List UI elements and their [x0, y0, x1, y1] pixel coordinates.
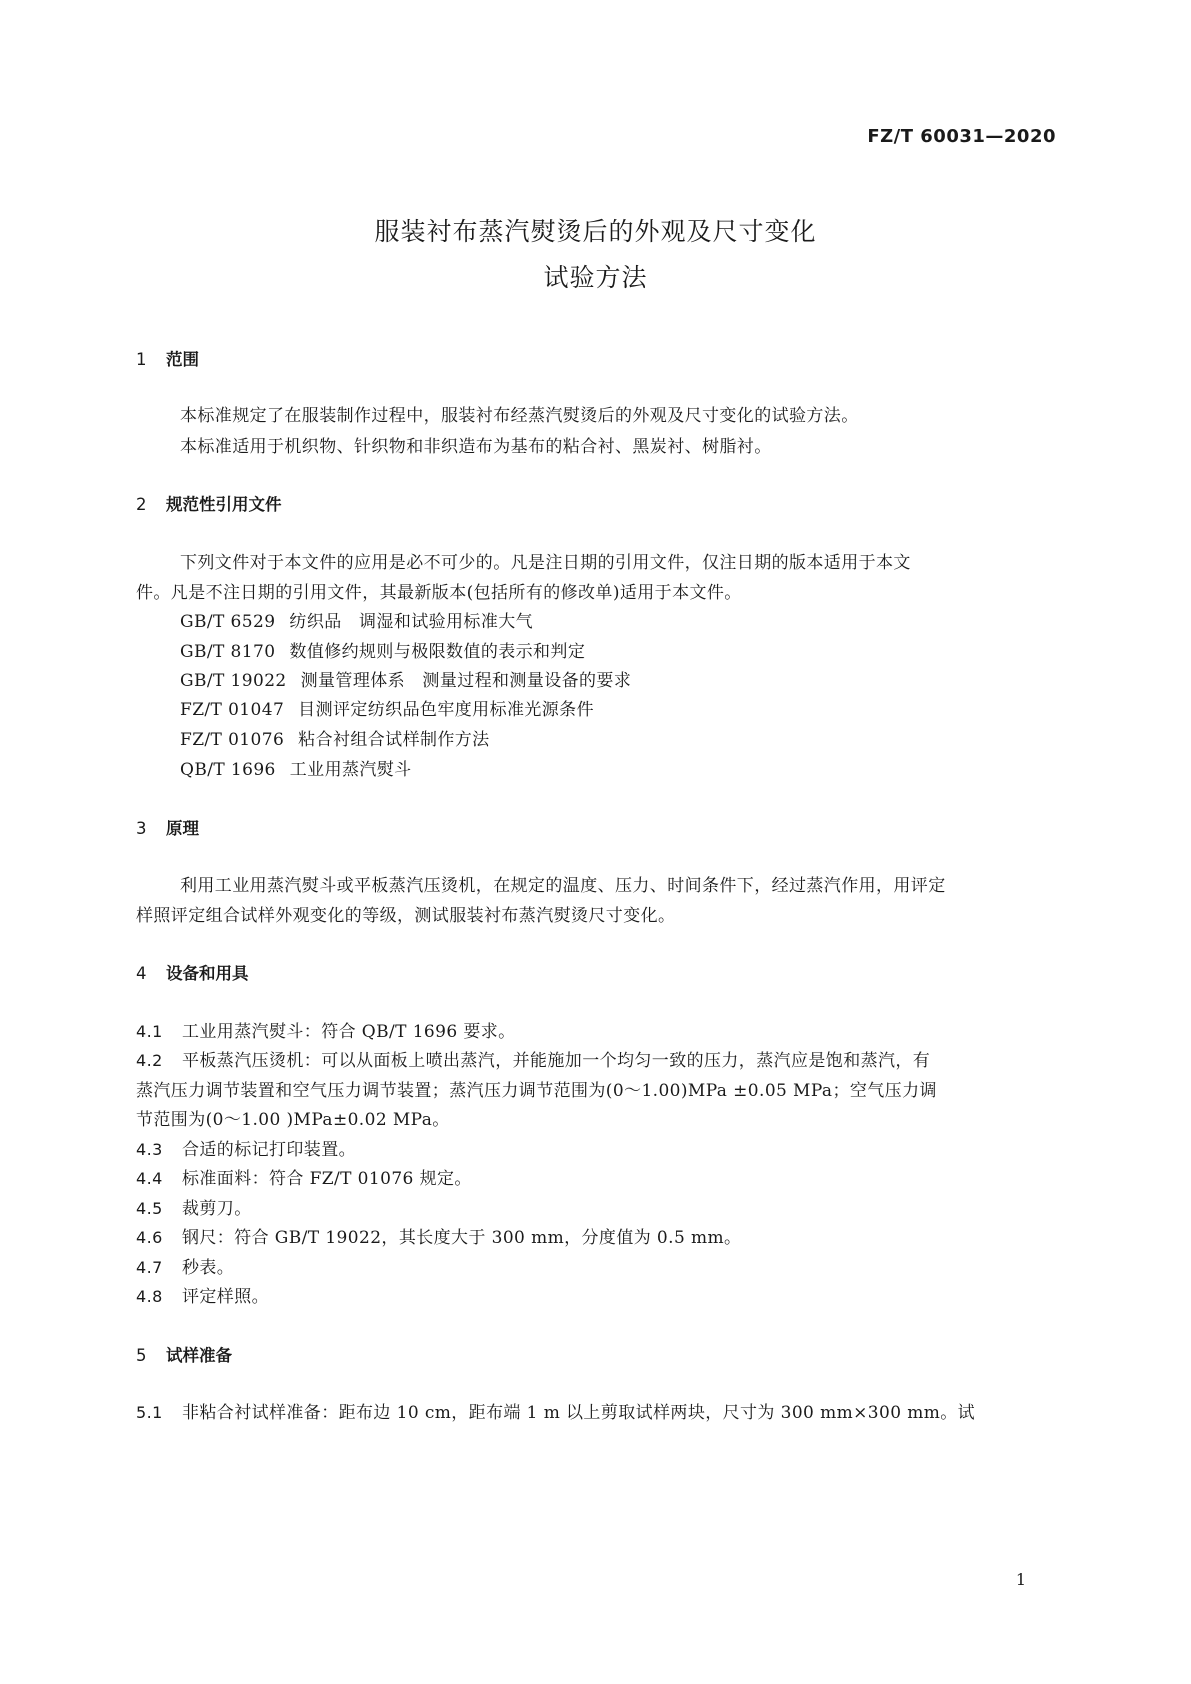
clause-item — [136, 1017, 516, 1042]
paragraph-line: 本标准适用于机织物、针织物和非织造布为基布的粘合衬、黑炭衬、树脂衬。 — [180, 437, 772, 457]
clause-number: 4.2 — [136, 1051, 163, 1070]
clause-text: 秒表。 — [182, 1258, 235, 1278]
reference-item — [180, 755, 412, 780]
section-title: 原理 — [166, 819, 199, 838]
clause-number: 4.4 — [136, 1169, 163, 1188]
clause-number: 4.1 — [136, 1022, 163, 1041]
reference-item — [180, 666, 631, 691]
clause-item — [136, 1398, 975, 1423]
reference-title: 纺织品 调湿和试验用标准大气 — [289, 612, 534, 632]
clause-text: 评定样照。 — [182, 1287, 269, 1307]
clause-text: 非粘合衬试样准备：距布边 10 cm，距布端 1 m 以上剪取试样两块，尺寸为 300 mm×300 mm。试 — [182, 1403, 976, 1423]
reference-item — [180, 725, 490, 750]
section-number: 2 — [136, 495, 147, 514]
clause-text: 标准面料：符合 FZ/T 01076 规定。 — [182, 1169, 472, 1189]
reference-code: GB/T 8170 — [180, 642, 276, 662]
clause-item — [136, 1194, 252, 1219]
reference-code: FZ/T 01076 — [180, 730, 285, 750]
reference-title: 数值修约规则与极限数值的表示和判定 — [289, 642, 586, 662]
section-number: 1 — [136, 350, 147, 369]
standard-code: FZ/T 60031—2020 — [867, 126, 1056, 147]
section-title: 范围 — [166, 350, 199, 369]
clause-number: 4.6 — [136, 1228, 163, 1247]
reference-title: 粘合衬组合试样制作方法 — [298, 730, 490, 750]
clause-item — [136, 1253, 234, 1278]
section-title: 试样准备 — [166, 1346, 232, 1365]
clause-number: 4.8 — [136, 1287, 163, 1306]
reference-title: 目测评定纺织品色牢度用标准光源条件 — [298, 700, 594, 720]
clause-item — [136, 1223, 741, 1248]
clause-text: 平板蒸汽压烫机：可以从面板上喷出蒸汽，并能施加一个均匀一致的压力，蒸汽应是饱和蒸汽，有 — [182, 1051, 931, 1071]
paragraph-line: 样照评定组合试样外观变化的等级，测试服装衬布蒸汽熨烫尺寸变化。 — [136, 906, 676, 926]
clause-item — [136, 1164, 472, 1189]
reference-title: 工业用蒸汽熨斗 — [289, 760, 412, 780]
clause-number: 4.5 — [136, 1199, 163, 1218]
reference-code: GB/T 6529 — [180, 612, 276, 632]
reference-code: QB/T 1696 — [180, 760, 276, 780]
paragraph-line: 下列文件对于本文件的应用是必不可少的。凡是注日期的引用文件，仅注日期的版本适用于本文 — [180, 553, 911, 573]
section-title: 规范性引用文件 — [166, 495, 282, 514]
section-title: 设备和用具 — [166, 964, 249, 983]
clause-continuation: 蒸汽压力调节装置和空气压力调节装置；蒸汽压力调节范围为(0～1.00)MPa ±0.05 MPa；空气压力调 — [136, 1081, 937, 1101]
section-heading-apparatus — [136, 960, 249, 984]
reference-code: FZ/T 01047 — [180, 700, 285, 720]
clause-number: 4.7 — [136, 1258, 163, 1277]
clause-text: 裁剪刀。 — [182, 1199, 252, 1219]
section-number: 5 — [136, 1346, 147, 1365]
clause-item — [136, 1135, 356, 1160]
paragraph-line: 件。凡是不注日期的引用文件，其最新版本(包括所有的修改单)适用于本文件。 — [136, 583, 742, 603]
paragraph-line: 利用工业用蒸汽熨斗或平板蒸汽压烫机，在规定的温度、压力、时间条件下，经过蒸汽作用，用评定 — [180, 876, 946, 896]
clause-item — [136, 1282, 269, 1307]
clause-text: 工业用蒸汽熨斗：符合 QB/T 1696 要求。 — [182, 1022, 516, 1042]
reference-item — [180, 695, 594, 720]
section-heading-specimen-preparation — [136, 1342, 232, 1366]
reference-code: GB/T 19022 — [180, 671, 287, 691]
document-title-line1: 服装衬布蒸汽熨烫后的外观及尺寸变化 — [374, 217, 817, 246]
reference-item — [180, 637, 585, 662]
clause-item — [136, 1046, 930, 1071]
section-heading-scope — [136, 346, 199, 370]
clause-continuation: 节范围为(0～1.00 )MPa±0.02 MPa。 — [136, 1110, 450, 1130]
page-number: 1 — [1015, 1570, 1026, 1589]
clause-text: 钢尺：符合 GB/T 19022，其长度大于 300 mm，分度值为 0.5 mm。 — [182, 1228, 742, 1248]
document-title-line2: 试验方法 — [543, 263, 648, 292]
paragraph-line: 本标准规定了在服装制作过程中，服装衬布经蒸汽熨烫后的外观及尺寸变化的试验方法。 — [180, 406, 859, 426]
section-number: 3 — [136, 819, 147, 838]
reference-item — [180, 607, 533, 632]
section-heading-principle — [136, 815, 199, 839]
section-heading-normative-references — [136, 491, 282, 515]
reference-title: 测量管理体系 测量过程和测量设备的要求 — [300, 671, 632, 691]
section-number: 4 — [136, 964, 147, 983]
clause-number: 4.3 — [136, 1140, 163, 1159]
clause-number: 5.1 — [136, 1403, 163, 1422]
clause-text: 合适的标记打印装置。 — [182, 1140, 356, 1160]
